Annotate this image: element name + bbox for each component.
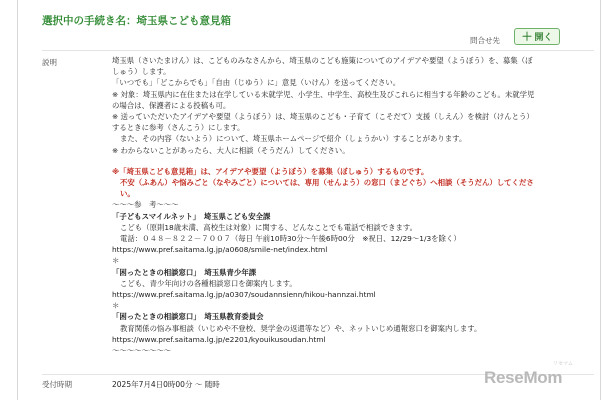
separator: ＊ — [112, 301, 120, 311]
reception-value: 2025年7月4日0時00分 ～ 随時 — [112, 380, 220, 389]
desc-line: ※ 送っていただいたアイデアや要望（ようぼう）は、埼玉県のこども・子育て（こそだて）支援（しえん）を検討（けんとう） — [112, 112, 534, 122]
plus-icon: ＋ — [521, 30, 533, 43]
description-body — [112, 55, 590, 356]
open-button-label: 開く — [534, 33, 553, 43]
reference-detail: こども（原則18歳未満、高校生は対象）に関する、どんなことでも電話で相談できます。 — [120, 222, 418, 232]
contact-label: 問合せ先 — [470, 36, 500, 45]
reference-detail: 教育関係の悩み事相談（いじめや不登校、奨学金の返還等など）や、ネットいじめ通報窓口を御案内します。 — [120, 323, 482, 333]
reference-link[interactable]: https://www.pref.saitama.lg.jp/e2201/kyouikusoudan.html — [112, 334, 326, 344]
resemom-logo-sub: リセマム — [553, 361, 573, 367]
reference-detail: 電話：０４８－８２２－７００７（毎日 午前10時30分～午後6時00分 ※祝日、12/29～1/3を除く） — [120, 234, 461, 244]
notice-line: ※「埼玉県こども意見箱」は、アイデアや要望（ようぼう）を募集（ぼしゅう）するものです。 — [112, 166, 429, 176]
desc-line: するときに参考（さんこう）にします。 — [112, 123, 245, 133]
reception-label: 受付時期 — [42, 380, 72, 389]
desc-line: の場合は、保護者による投稿も可。 — [112, 100, 231, 110]
procedure-title: 選択中の手続き名：埼玉県こども意見箱 — [42, 15, 231, 27]
reference-name: 「困ったときの相談窓口」 埼玉県教育委員会 — [112, 312, 264, 322]
right-border — [600, 0, 601, 400]
footer-tilde: ～～～～～～～～ — [112, 346, 172, 356]
reference-name: 「子どもスマイルネット」 埼玉県こども安全課 — [112, 211, 271, 221]
reference-link[interactable]: https://www.pref.saitama.lg.jp/a0608/smile-net/index.html — [112, 245, 328, 255]
desc-line: ※ 対象：埼玉県内に在住または在学している未就学児、小学生、中学生、高校生及びこれらに相当する年齢のこども。未就学児 — [112, 89, 535, 99]
desc-line: ※ わからないことがあったら、大人に相談（そうだん）してください。 — [112, 145, 350, 155]
left-border — [17, 0, 18, 400]
desc-line: 「いつでも」「どこからでも」「自由（じゆう）に」意見（いけん）を送ってください。 — [112, 78, 401, 88]
reference-link[interactable]: https://www.pref.saitama.lg.jp/a0307/soudannsienn/hikou-hannzai.html — [112, 290, 376, 300]
resemom-logo: ReseMom — [484, 368, 563, 387]
header-divider — [42, 50, 594, 51]
desc-line: また、その内容（ないよう）について、埼玉県ホームページで紹介（しょうかい）することがあります。 — [120, 134, 467, 144]
open-contact-button[interactable] — [514, 28, 560, 45]
notice-line: 不安（ふあん）や悩みごと（なやみごと）については、専用（せんよう）の窓口（まどぐち）へ相談（そうだん）してくださ — [120, 178, 534, 188]
desc-line: しゅう）します。 — [112, 67, 171, 77]
desc-line: 埼玉県（さいたまけん）は、こどものみなさんから、埼玉県のこども施策についてのアイデアや要望（ようぼう）を、募集（ぼ — [112, 56, 533, 65]
reference-name: 「困ったときの相談窓口」 埼玉県青少年課 — [112, 267, 257, 277]
description-label: 説明 — [42, 58, 57, 67]
notice-line: い。 — [120, 189, 135, 199]
separator: ＊ — [112, 256, 120, 266]
reference-detail: こども、青少年向けの各種相談窓口を御案内します。 — [120, 278, 297, 288]
reference-header: ～～～参 考～～～ — [112, 200, 179, 210]
